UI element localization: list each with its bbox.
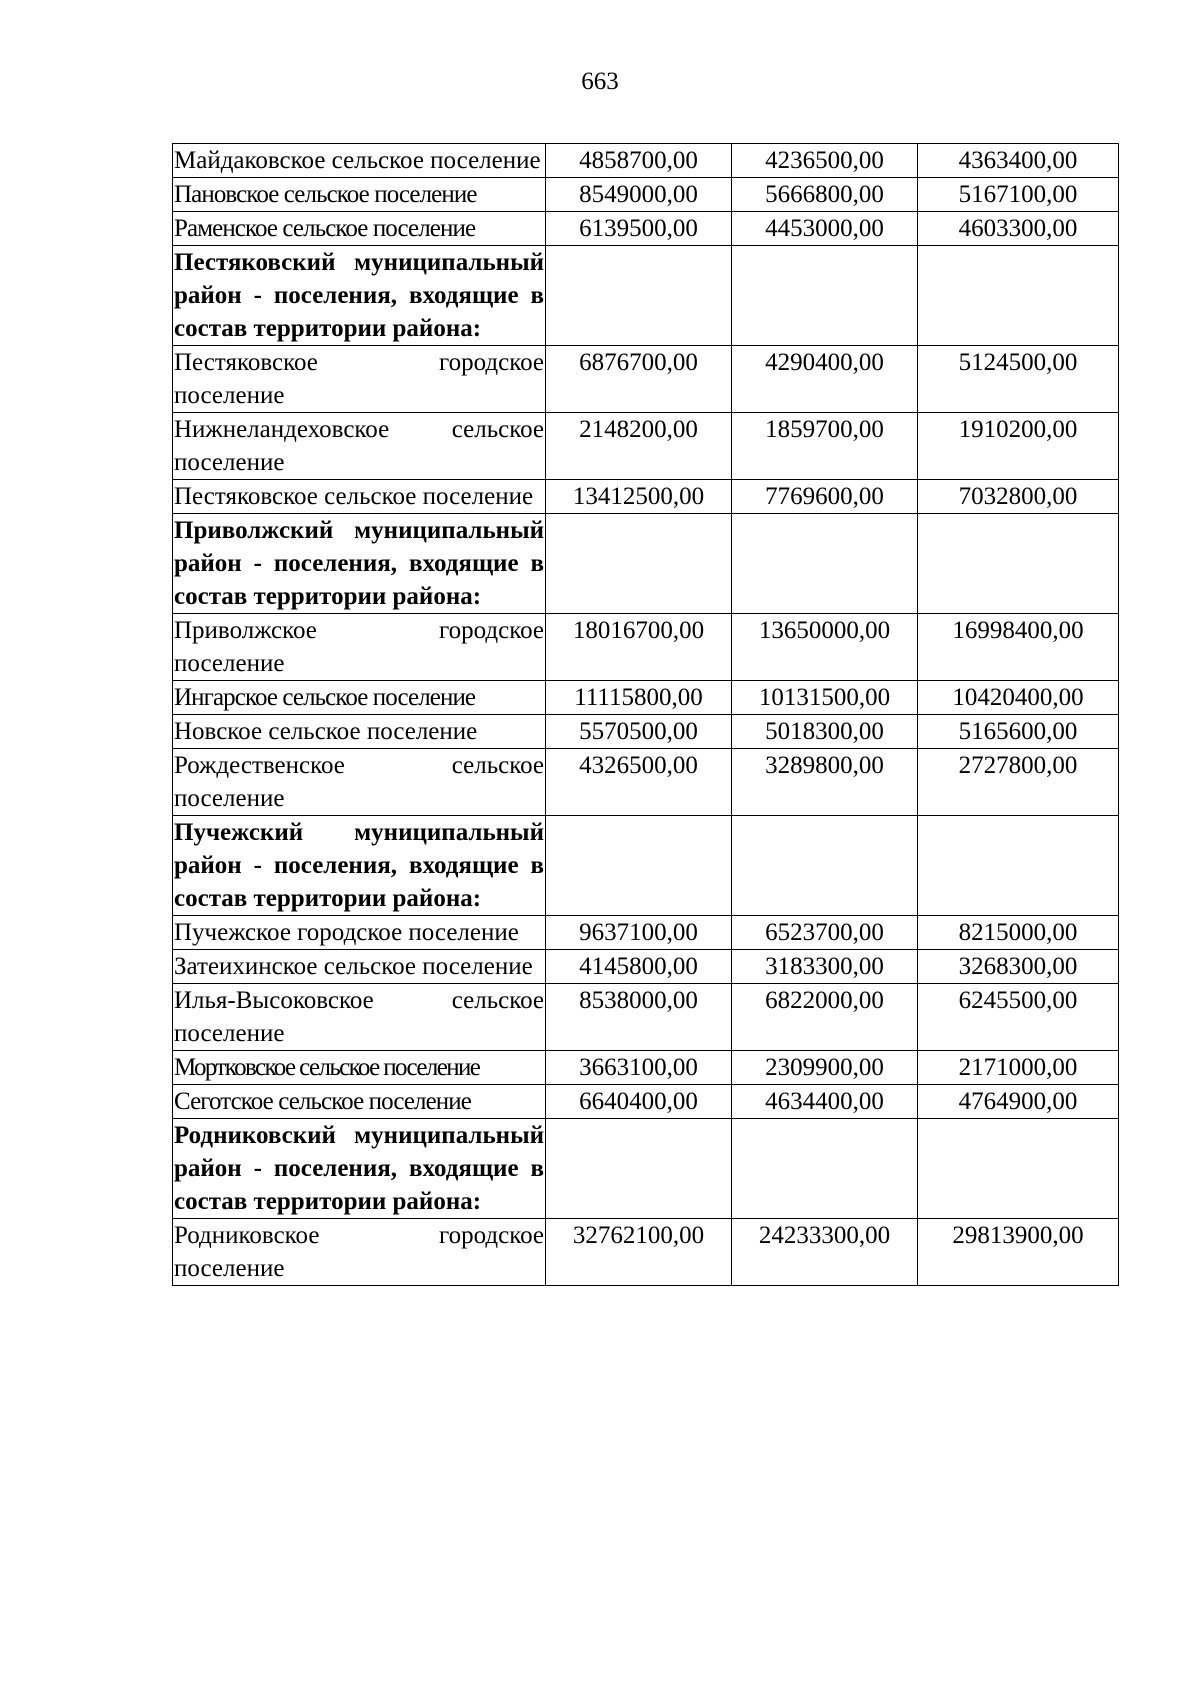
- district-header-row: [173, 816, 1119, 916]
- row-name: Мортковское сельское поселение: [173, 1051, 546, 1085]
- table-row: [173, 984, 1119, 1051]
- table-row: [173, 715, 1119, 749]
- value-col3: 8215000,00: [918, 916, 1119, 950]
- value-col2: 3289800,00: [732, 749, 918, 816]
- empty-cell: [918, 1119, 1119, 1219]
- row-name: Затеихинское сельское поселение: [173, 950, 546, 984]
- value-col1: 13412500,00: [546, 480, 732, 514]
- value-col3: 4603300,00: [918, 212, 1119, 246]
- table-row: [173, 480, 1119, 514]
- table-row: [173, 1085, 1119, 1119]
- value-col2: 13650000,00: [732, 614, 918, 681]
- value-col1: 5570500,00: [546, 715, 732, 749]
- value-col1: 4145800,00: [546, 950, 732, 984]
- district-header-row: [173, 514, 1119, 614]
- district-header: Пестяковский муниципальный район - поселения, входящие в состав территории района:: [173, 246, 546, 346]
- value-col1: 18016700,00: [546, 614, 732, 681]
- value-col3: 7032800,00: [918, 480, 1119, 514]
- value-col3: 16998400,00: [918, 614, 1119, 681]
- value-col2: 6523700,00: [732, 916, 918, 950]
- empty-cell: [546, 1119, 732, 1219]
- value-col1: 4858700,00: [546, 144, 732, 178]
- table-row: [173, 681, 1119, 715]
- value-col3: 5167100,00: [918, 178, 1119, 212]
- value-col3: 1910200,00: [918, 413, 1119, 480]
- value-col2: 4453000,00: [732, 212, 918, 246]
- value-col2: 7769600,00: [732, 480, 918, 514]
- district-header-row: [173, 246, 1119, 346]
- table-row: [173, 346, 1119, 413]
- value-col1: 32762100,00: [546, 1219, 732, 1286]
- empty-cell: [732, 246, 918, 346]
- value-col2: 10131500,00: [732, 681, 918, 715]
- table-row: [173, 212, 1119, 246]
- value-col2: 3183300,00: [732, 950, 918, 984]
- table-body: [173, 144, 1119, 1286]
- row-name: Пановское сельское поселение: [173, 178, 546, 212]
- table-row: [173, 950, 1119, 984]
- empty-cell: [732, 816, 918, 916]
- row-name: Родниковское городское поселение: [173, 1219, 546, 1286]
- value-col3: 3268300,00: [918, 950, 1119, 984]
- row-name: Илья-Высоковское сельское поселение: [173, 984, 546, 1051]
- value-col1: 8549000,00: [546, 178, 732, 212]
- value-col1: 6876700,00: [546, 346, 732, 413]
- value-col2: 5666800,00: [732, 178, 918, 212]
- district-header-row: [173, 1119, 1119, 1219]
- budget-table: [172, 143, 1119, 1286]
- value-col3: 10420400,00: [918, 681, 1119, 715]
- value-col3: 2727800,00: [918, 749, 1119, 816]
- row-name: Пестяковское городское поселение: [173, 346, 546, 413]
- value-col3: 2171000,00: [918, 1051, 1119, 1085]
- value-col2: 4290400,00: [732, 346, 918, 413]
- empty-cell: [918, 246, 1119, 346]
- value-col2: 4634400,00: [732, 1085, 918, 1119]
- value-col1: 2148200,00: [546, 413, 732, 480]
- value-col2: 1859700,00: [732, 413, 918, 480]
- row-name: Приволжское городское поселение: [173, 614, 546, 681]
- row-name: Майдаковское сельское поселение: [173, 144, 546, 178]
- value-col2: 6822000,00: [732, 984, 918, 1051]
- table-row: [173, 144, 1119, 178]
- district-header: Приволжский муниципальный район - поселения, входящие в состав территории района:: [173, 514, 546, 614]
- empty-cell: [918, 816, 1119, 916]
- value-col3: 6245500,00: [918, 984, 1119, 1051]
- value-col1: 4326500,00: [546, 749, 732, 816]
- table-row: [173, 413, 1119, 480]
- empty-cell: [732, 1119, 918, 1219]
- value-col3: 4764900,00: [918, 1085, 1119, 1119]
- empty-cell: [546, 816, 732, 916]
- table-row: [173, 1219, 1119, 1286]
- value-col1: 3663100,00: [546, 1051, 732, 1085]
- row-name: Ингарское сельское поселение: [173, 681, 546, 715]
- value-col2: 5018300,00: [732, 715, 918, 749]
- value-col3: 29813900,00: [918, 1219, 1119, 1286]
- row-name: Сеготское сельское поселение: [173, 1085, 546, 1119]
- district-header: Родниковский муниципальный район - поселения, входящие в состав территории района:: [173, 1119, 546, 1219]
- row-name: Рождественское сельское поселение: [173, 749, 546, 816]
- row-name: Нижнеландеховское сельское поселение: [173, 413, 546, 480]
- value-col2: 4236500,00: [732, 144, 918, 178]
- row-name: Раменское сельское поселение: [173, 212, 546, 246]
- value-col1: 9637100,00: [546, 916, 732, 950]
- value-col2: 2309900,00: [732, 1051, 918, 1085]
- empty-cell: [546, 514, 732, 614]
- district-header: Пучежский муниципальный район - поселения, входящие в состав территории района:: [173, 816, 546, 916]
- table-row: [173, 178, 1119, 212]
- value-col3: 4363400,00: [918, 144, 1119, 178]
- empty-cell: [732, 514, 918, 614]
- value-col2: 24233300,00: [732, 1219, 918, 1286]
- table-row: [173, 916, 1119, 950]
- row-name: Пучежское городское поселение: [173, 916, 546, 950]
- table-row: [173, 749, 1119, 816]
- value-col1: 8538000,00: [546, 984, 732, 1051]
- empty-cell: [918, 514, 1119, 614]
- row-name: Новское сельское поселение: [173, 715, 546, 749]
- row-name: Пестяковское сельское поселение: [173, 480, 546, 514]
- empty-cell: [546, 246, 732, 346]
- value-col3: 5165600,00: [918, 715, 1119, 749]
- table-row: [173, 1051, 1119, 1085]
- page-number: 663: [581, 68, 619, 95]
- value-col3: 5124500,00: [918, 346, 1119, 413]
- value-col1: 6139500,00: [546, 212, 732, 246]
- table-row: [173, 614, 1119, 681]
- value-col1: 11115800,00: [546, 681, 732, 715]
- value-col1: 6640400,00: [546, 1085, 732, 1119]
